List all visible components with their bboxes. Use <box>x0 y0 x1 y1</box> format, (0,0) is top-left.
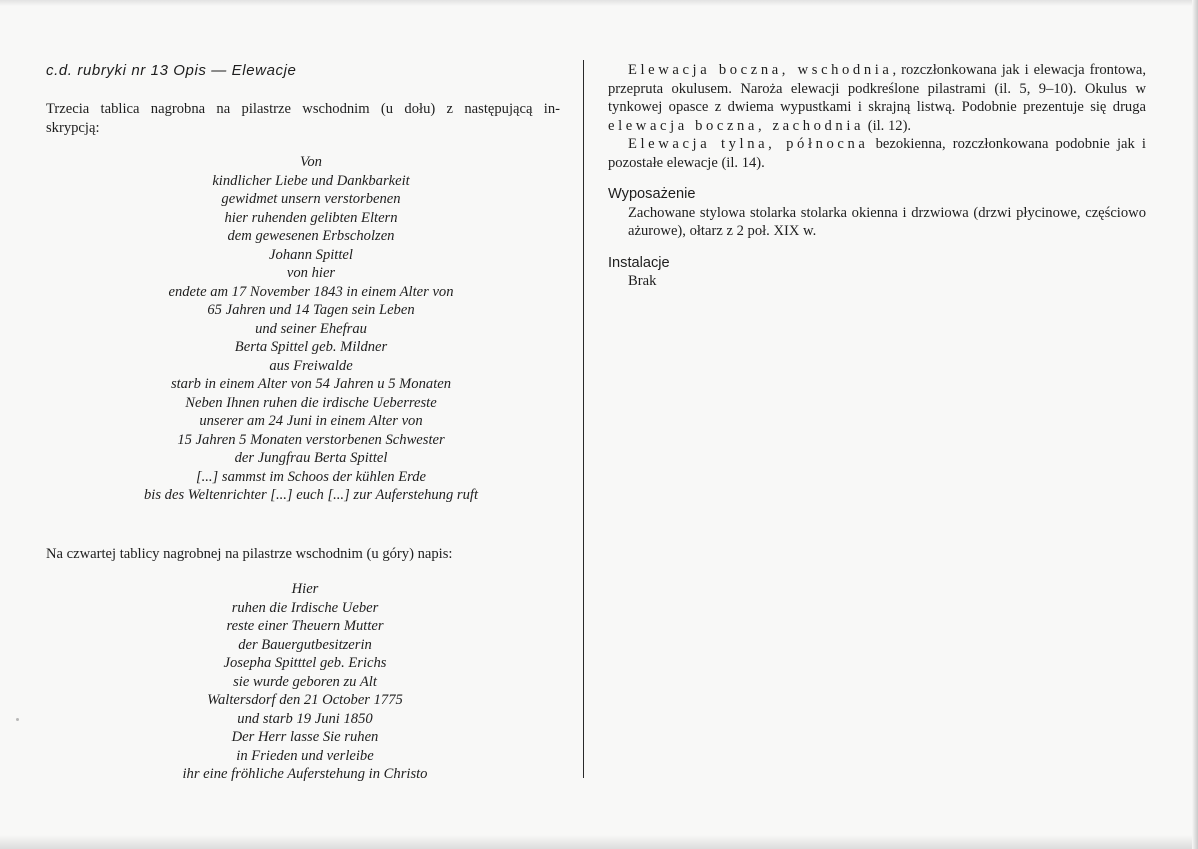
inscription-line: aus Freiwalde <box>269 357 353 374</box>
inscription-one <box>46 153 576 505</box>
inscription-line: von hier <box>286 265 336 281</box>
punch-mark <box>16 718 19 721</box>
heading-instalacje: Instalacje <box>608 254 670 271</box>
inscription-line: Berta Spittel geb. Mildner <box>234 339 388 355</box>
east-elevation-text: , rozczłonkowana jak i elewacja frontowa, przepruta okulusem. Naroża elewacji podkreślone pilastrami (il. 5, 9–10). Okulus w tynkowej opasce z dwiema wypustkami i skrajną listwą. Podobnie prezentuje się druga <box>608 62 1146 115</box>
term-rear-elevation: Elewacja tylna, północna <box>628 136 869 152</box>
inscription-line: 15 Jahren 5 Monaten verstorbenen Schwester <box>177 431 445 448</box>
inscription-line: gewidmet unsern verstorbenen <box>221 191 401 207</box>
inscription-line: dem gewesenen Erbscholzen <box>227 228 395 244</box>
section-heading: c.d. rubryki nr 13 Opis — Elewacje <box>46 62 297 79</box>
inscription-line: ruhen die Irdische Ueber <box>231 599 379 616</box>
rear-elevation-text: bezokienna, rozczłonkowana podobnie jak i pozostałe elewacje (il. 14). <box>608 136 1146 171</box>
inscription-line: endete am 17 November 1843 in einem Alter von <box>168 283 454 300</box>
body-instalacje: Brak <box>628 273 657 289</box>
scan-edge-bottom <box>0 835 1198 849</box>
inscription-line: [...] sammst im Schoos der kühlen Erde <box>195 468 427 485</box>
inscription-line: Josepha Spitttel geb. Erichs <box>223 655 387 671</box>
west-elevation-text: (il. 12). <box>864 117 912 134</box>
inscription-line: der Bauergutbesitzerin <box>238 636 372 653</box>
inscription-line: bis des Weltenrichter [...] euch [...] zur Auferstehung ruft <box>143 487 479 503</box>
paragraph-rear-elevation <box>608 135 1146 172</box>
intro-line-1: Trzecia tablica nagrobna na pilastrze wschodnim (u dołu) z następującą in- <box>46 101 560 117</box>
inscription-line: Johann Spittel <box>269 246 353 263</box>
inscription-line: und seiner Ehefrau <box>255 320 367 337</box>
inscription-line: hier ruhenden gelibten Eltern <box>224 209 398 226</box>
inscription-line: und starb 19 Juni 1850 <box>237 710 373 727</box>
term-east-elevation: Elewacja boczna, wschodnia <box>628 62 893 78</box>
term-west-elevation: elewacja boczna, zachodnia <box>608 117 865 134</box>
right-column <box>608 61 1146 291</box>
heading-wyposazenie: Wyposażenie <box>608 186 696 202</box>
inscription-line: reste einer Theuern Mutter <box>226 618 384 634</box>
inscription-line: starb in einem Alter von 54 Jahren u 5 Monaten <box>170 376 452 392</box>
inscription-line: Von <box>300 154 322 170</box>
inscription-line: kindlicher Liebe und Dankbarkeit <box>212 172 410 189</box>
inscription-line: Der Herr lasse Sie ruhen <box>231 729 379 745</box>
inscription-line: Waltersdorf den 21 October 1775 <box>207 692 403 708</box>
inscription-line: Hier <box>291 581 319 597</box>
inscription-line: Neben Ihnen ruhen die irdische Ueberreste <box>185 394 437 411</box>
column-divider <box>583 60 584 778</box>
intro-line-2: skrypcją: <box>46 119 100 136</box>
inscription-line: 65 Jahren und 14 Tagen sein Leben <box>207 302 415 318</box>
paragraph-east-elevation <box>608 61 1146 135</box>
second-intro-paragraph: Na czwartej tablicy nagrobnej na pilastrze wschodnim (u góry) napis: <box>46 546 453 562</box>
inscription-line: der Jungfrau Berta Spittel <box>234 450 388 466</box>
intro-paragraph <box>46 100 560 137</box>
inscription-line: sie wurde geboren zu Alt <box>233 673 377 690</box>
scan-edge-top <box>0 0 1198 6</box>
scan-edge-right <box>1192 0 1198 849</box>
inscription-line: in Frieden und verleibe <box>236 747 374 764</box>
body-wyposazenie: Zachowane stylowa stolarka stolarka okienna i drzwiowa (drzwi płycinowe, częściowo ażurowe), ołtarz z 2 poł. XIX w. <box>628 204 1146 239</box>
inscription-two <box>40 580 570 784</box>
inscription-line: ihr eine fröhliche Auferstehung in Christo <box>182 766 428 782</box>
inscription-line: unserer am 24 Juni in einem Alter von <box>199 413 423 429</box>
